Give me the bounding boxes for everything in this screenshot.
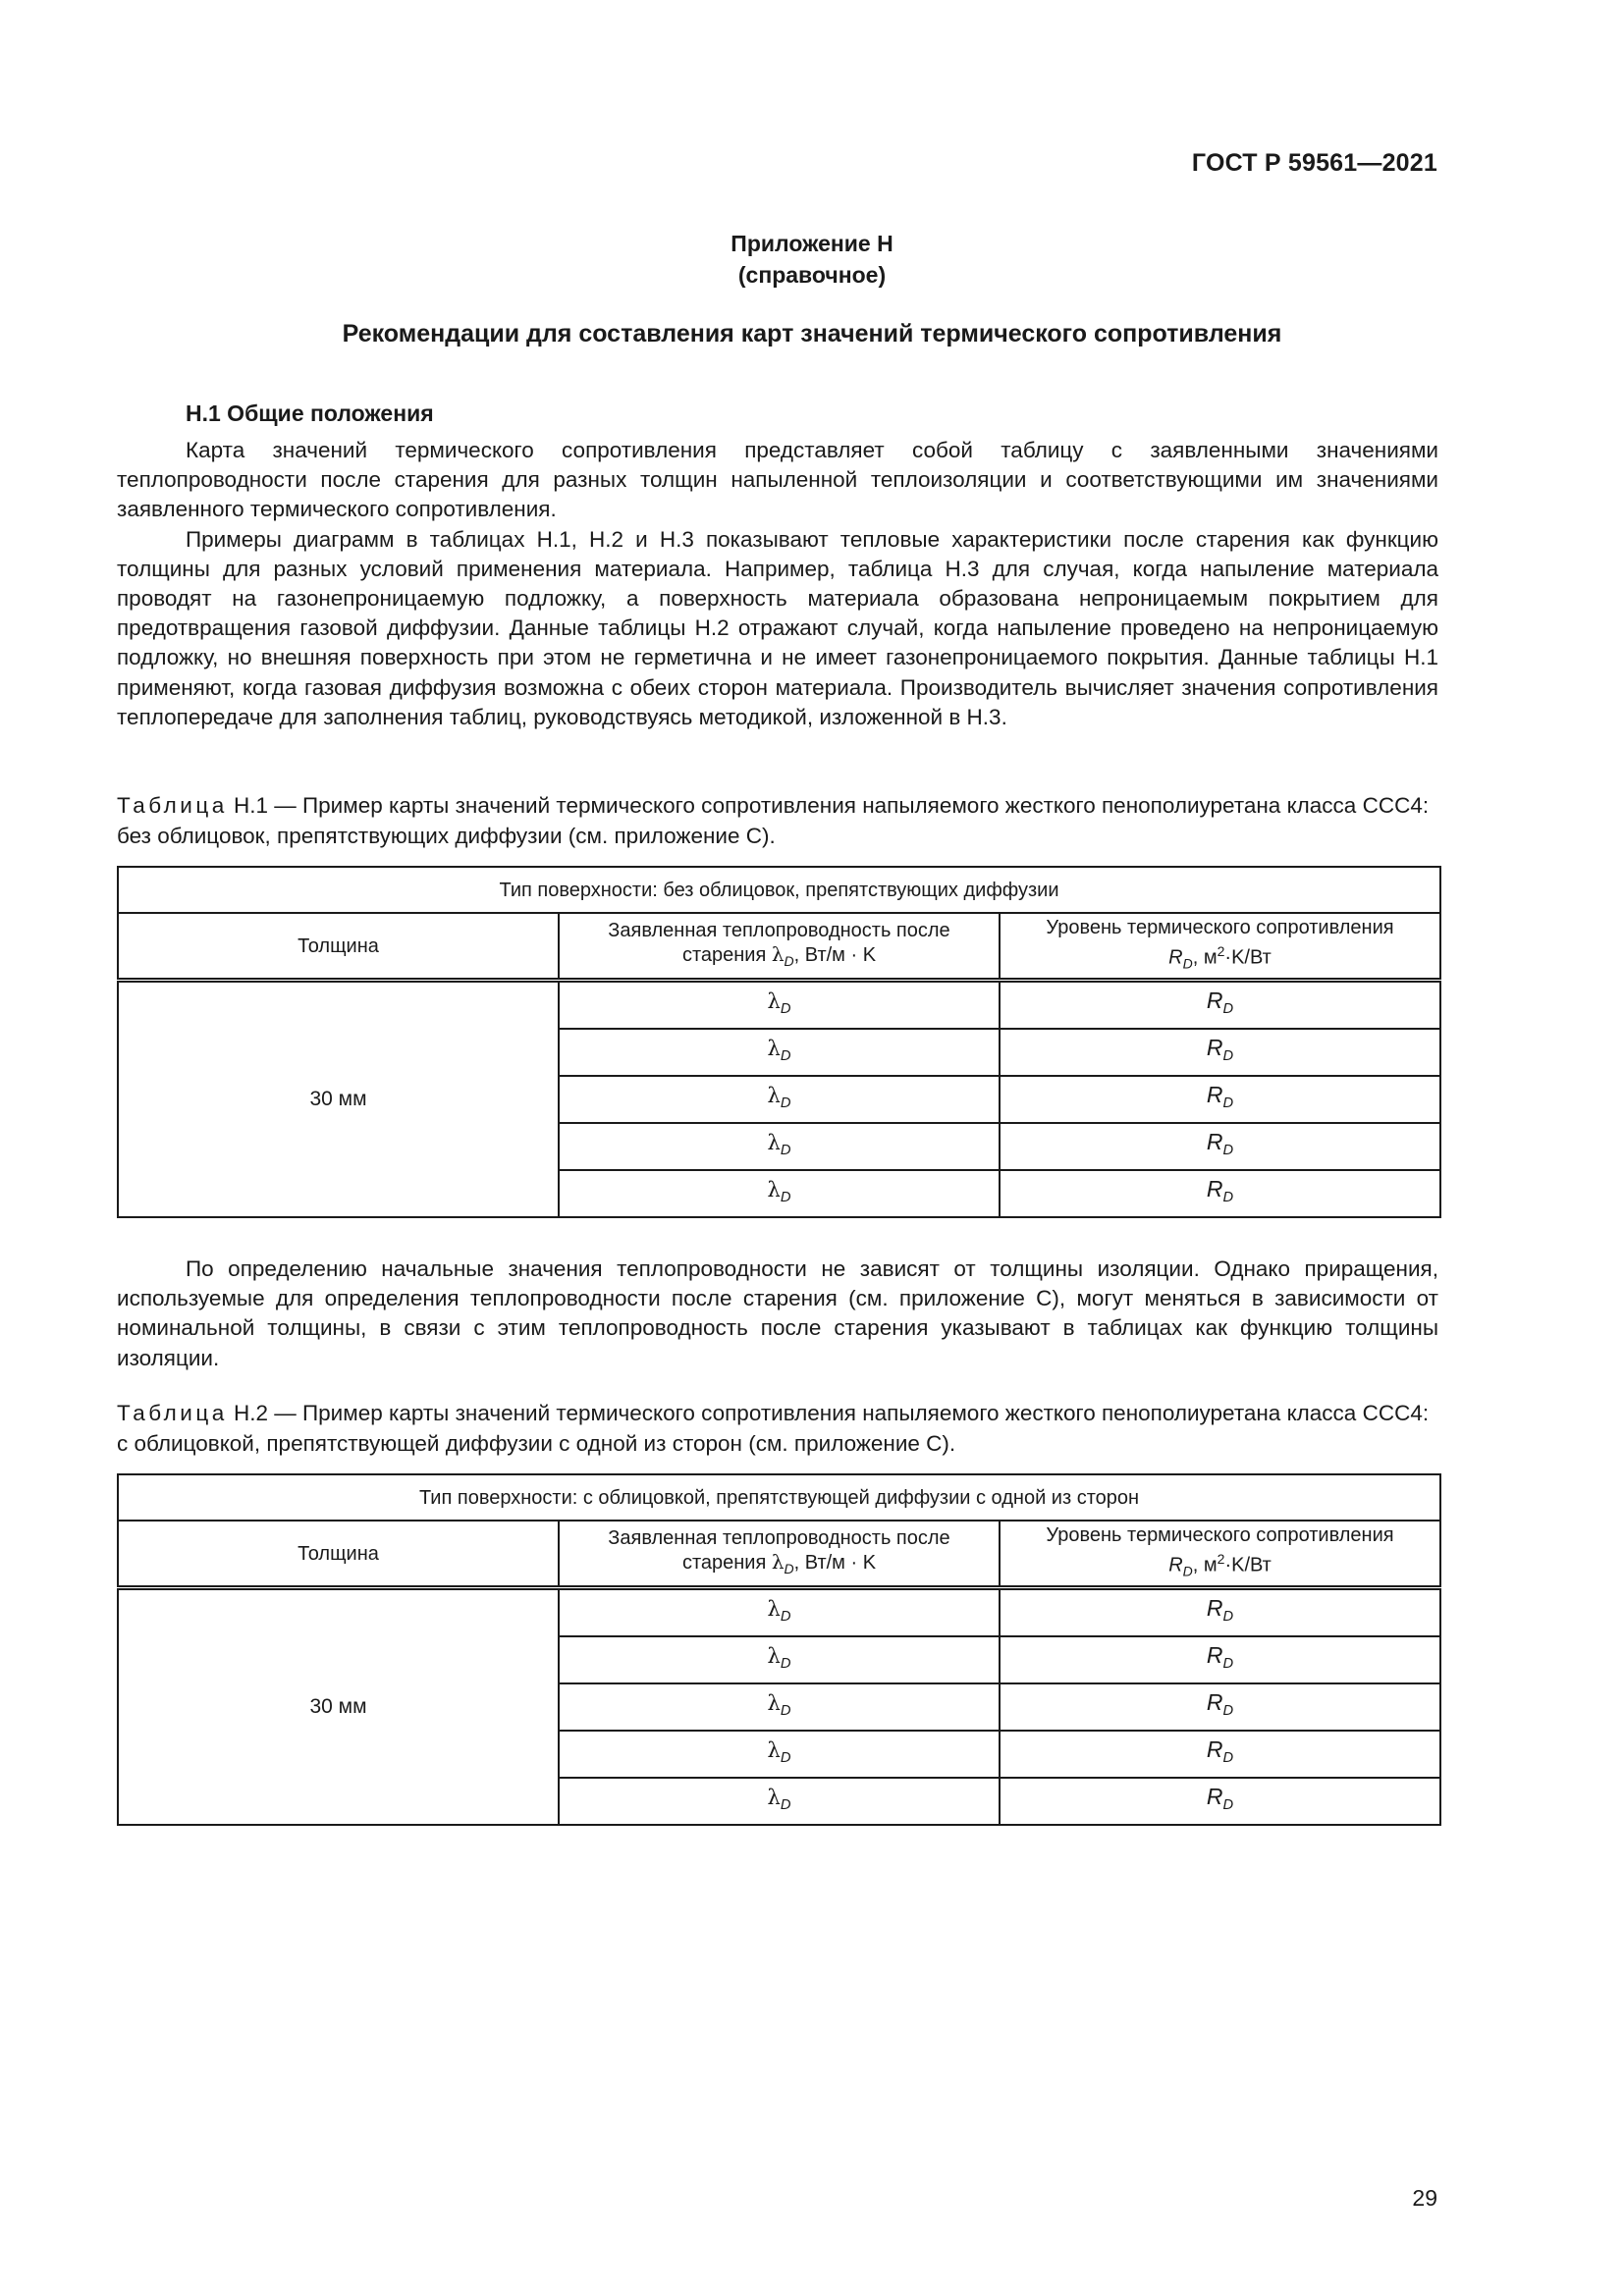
lambda-cell (559, 1636, 1000, 1683)
appendix-title: Рекомендации для составления карт значений термического сопротивления (342, 320, 1282, 347)
lambda-symbol: λ (767, 1785, 781, 1809)
lambda-symbol: λ (771, 1550, 785, 1574)
lambda-cell (559, 1731, 1000, 1778)
table-2-col-thickness: Толщина (118, 1521, 559, 1588)
lambda-symbol: λ (767, 1083, 781, 1107)
r-cell (1000, 1123, 1440, 1170)
lambda-subscript: D (780, 1095, 791, 1112)
r-symbol: R (1206, 1082, 1223, 1108)
r-symbol: R (1206, 988, 1223, 1014)
r-subscript: D (1222, 1095, 1234, 1112)
lambda-cell (559, 1683, 1000, 1731)
document-code: ГОСТ Р 59561—2021 (1191, 149, 1437, 177)
lambda-symbol: λ (771, 942, 785, 966)
table-1-caption (117, 790, 1438, 851)
r-subscript: D (1222, 1750, 1234, 1767)
table-2-block (117, 1398, 1438, 1826)
r-cell (1000, 1076, 1440, 1123)
page-number: 29 (1412, 2185, 1437, 2211)
lambda-cell (559, 1170, 1000, 1217)
r-cell (1000, 1588, 1440, 1637)
lambda-symbol: λ (767, 1130, 781, 1154)
r-subscript: D (1222, 1703, 1234, 1720)
lambda-symbol: λ (767, 1690, 781, 1715)
r-symbol: R (1206, 1129, 1223, 1155)
r-symbol: R (1206, 1689, 1223, 1716)
appendix-status: (справочное) (737, 262, 887, 288)
lambda-subscript: D (780, 1797, 791, 1814)
table-1-col-thickness: Толщина (118, 913, 559, 981)
table-1-col-lambda (559, 913, 1000, 981)
table-1-thickness-value: 30 мм (118, 981, 559, 1218)
table-1-col-r-text: Уровень термического сопротивления (1046, 917, 1394, 939)
r-subscript: D (1182, 955, 1193, 972)
table-2 (117, 1473, 1441, 1826)
table-2-col-lambda-text: Заявленная теплопроводность после старения (608, 1527, 950, 1574)
lambda-symbol: λ (767, 988, 781, 1013)
r-unit: , м (1192, 1554, 1218, 1576)
lambda-subscript: D (780, 1001, 791, 1018)
r-unit-tail: ·K/Вт (1224, 946, 1272, 969)
table-2-thickness-value: 30 мм (118, 1588, 559, 1826)
r-unit-superscript: 2 (1217, 943, 1225, 960)
r-symbol: R (1206, 1736, 1223, 1763)
paragraph-1: Карта значений термического сопротивления представляет собой таблицу с заявленными значениями теплопроводности после старения для разных толщин напыленной теплоизоляции и соответствующими им значениями заявленного термического сопротивления. (117, 438, 1438, 522)
r-subscript: D (1222, 1001, 1234, 1018)
lambda-symbol: λ (767, 1737, 781, 1762)
r-symbol: R (1168, 1554, 1183, 1576)
lambda-subscript: D (780, 1703, 791, 1720)
lambda-symbol: λ (767, 1596, 781, 1621)
r-subscript: D (1222, 1656, 1234, 1673)
r-cell (1000, 1731, 1440, 1778)
r-symbol: R (1206, 1784, 1223, 1810)
lambda-symbol: λ (767, 1036, 781, 1060)
lambda-cell (559, 1778, 1000, 1825)
lambda-subscript: D (780, 1048, 791, 1065)
lambda-cell (559, 1029, 1000, 1076)
table-2-col-r (1000, 1521, 1440, 1588)
paragraph-3: По определению начальные значения теплопроводности не зависят от толщины изоляции. Однако приращения, используемые для определения теплопроводности после старения (см. приложение С), могут меняться в зависимости от номинальной толщины, в связи с этим теплопроводность после старения указывают в таблицах как функцию толщины изоляции. (117, 1256, 1438, 1370)
r-unit-tail: ·K/Вт (1224, 1554, 1272, 1576)
table-row (118, 1588, 1440, 1637)
table-1-block (117, 790, 1438, 1218)
r-subscript: D (1182, 1563, 1193, 1579)
r-unit: , м (1192, 946, 1218, 969)
lambda-subscript: D (780, 1190, 791, 1206)
paragraph-2: Примеры диаграмм в таблицах Н.1, Н.2 и Н.3 показывают тепловые характеристики после старения как функцию толщины для разных условий применения материала. Например, таблица Н.3 для случая, когда напыление материала проводят на газонепроницаемую подложку, а поверхность материала образована непроницаемым покрытием для предотвращения газовой диффузии. Данные таблицы Н.2 отражают случай, когда напыление проведено на непроницаемую подложку, но внешняя поверхность при этом не герметична и не имеет газонепроницаемого покрытия. Данные таблицы Н.1 применяют, когда газовая диффузия возможна с обеих сторон материала. Производитель вычисляет значения сопротивления теплопередаче для заполнения таблиц, руководствуясь методикой, изложенной в Н.3. (117, 526, 1438, 729)
r-cell (1000, 1683, 1440, 1731)
table-1 (117, 866, 1441, 1218)
r-symbol: R (1206, 1595, 1223, 1622)
r-subscript: D (1222, 1609, 1234, 1626)
r-symbol: R (1206, 1176, 1223, 1202)
lambda-cell (559, 981, 1000, 1030)
intro-text (117, 436, 1438, 732)
r-cell (1000, 1778, 1440, 1825)
table-2-caption (117, 1398, 1438, 1459)
r-symbol: R (1206, 1642, 1223, 1669)
r-cell (1000, 1170, 1440, 1217)
lambda-symbol: λ (767, 1643, 781, 1668)
table-2-surface-type: Тип поверхности: с облицовкой, препятствующей диффузии с одной из сторон (118, 1474, 1440, 1521)
lambda-subscript: D (780, 1656, 791, 1673)
r-symbol: R (1206, 1035, 1223, 1061)
section-heading: Н.1 Общие положения (186, 400, 434, 426)
r-subscript: D (1222, 1143, 1234, 1159)
table-1-surface-type: Тип поверхности: без облицовок, препятствующих диффузии (118, 867, 1440, 913)
table-1-col-r (1000, 913, 1440, 981)
r-subscript: D (1222, 1190, 1234, 1206)
lambda-cell (559, 1076, 1000, 1123)
table-2-col-lambda (559, 1521, 1000, 1588)
table-1-caption-word: Таблица (117, 793, 228, 818)
r-subscript: D (1222, 1797, 1234, 1814)
lambda-subscript: D (780, 1750, 791, 1767)
lambda-unit: , Вт/м · K (793, 944, 877, 966)
r-cell (1000, 1029, 1440, 1076)
table-2-caption-text: Н.2 — Пример карты значений термического сопротивления напыляемого жесткого пенополиуретана класса ССС4: с облицовкой, препятствующей диффузии с одной из сторон (см. приложение С). (117, 1401, 1430, 1456)
table-1-caption-text: Н.1 — Пример карты значений термического сопротивления напыляемого жесткого пенополиуретана класса ССС4: без облицовок, препятствующих диффузии (см. приложение С). (117, 793, 1430, 848)
r-cell (1000, 1636, 1440, 1683)
r-symbol: R (1168, 946, 1183, 969)
lambda-cell (559, 1588, 1000, 1637)
lambda-symbol: λ (767, 1177, 781, 1201)
r-subscript: D (1222, 1048, 1234, 1065)
table-row (118, 981, 1440, 1030)
lambda-subscript: D (780, 1609, 791, 1626)
table-2-caption-word: Таблица (117, 1401, 228, 1425)
r-cell (1000, 981, 1440, 1030)
lambda-unit: , Вт/м · K (793, 1552, 877, 1574)
lambda-subscript: D (780, 1143, 791, 1159)
table-2-col-r-text: Уровень термического сопротивления (1046, 1524, 1394, 1547)
lambda-subscript: D (784, 953, 794, 969)
appendix-label: Приложение Н (731, 231, 893, 256)
appendix-heading (0, 228, 1624, 291)
lambda-cell (559, 1123, 1000, 1170)
table-1-col-lambda-text: Заявленная теплопроводность после старения (608, 920, 950, 966)
middle-text (117, 1255, 1438, 1373)
r-unit-superscript: 2 (1217, 1551, 1225, 1568)
lambda-subscript: D (784, 1561, 794, 1576)
